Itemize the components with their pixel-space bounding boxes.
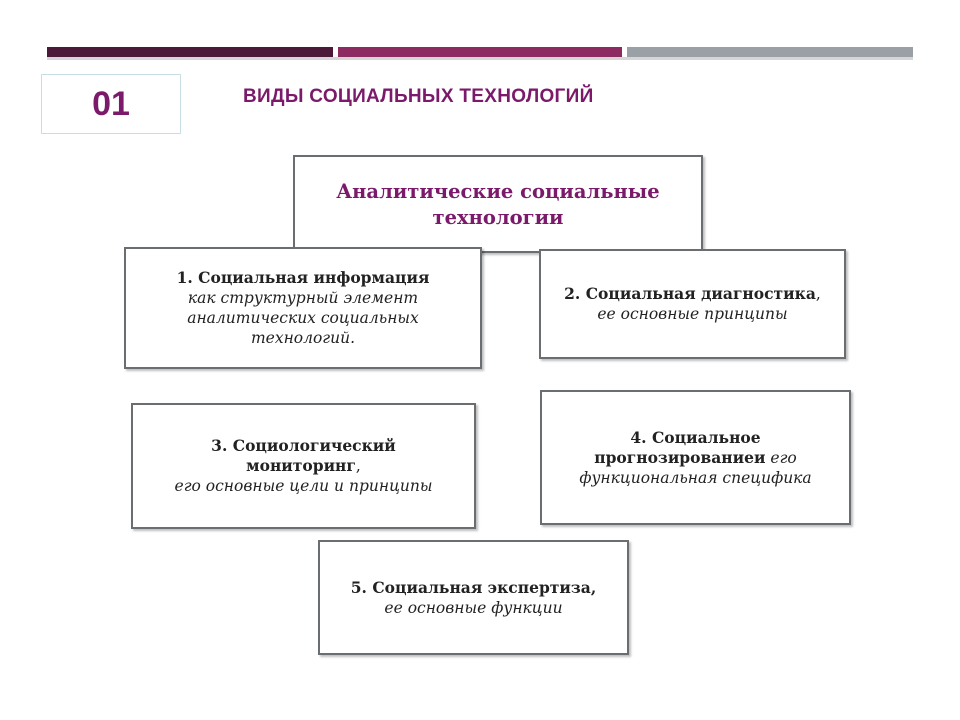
node-3-sep: , [355,457,361,475]
decor-bar-gray [627,47,913,57]
decor-bar-magenta [338,47,622,57]
decor-bar-shadow [47,57,913,60]
node-social-forecasting [540,390,851,525]
node-5-desc: ее основные функции [384,598,563,617]
slide-title: ВИДЫ СОЦИАЛЬНЫХ ТЕХНОЛОГИЙ [243,86,594,107]
root-node-line2: технологии [432,206,564,229]
node-social-information [124,247,482,369]
node-sociological-monitoring [131,403,476,529]
node-4-desc-2: функциональная специфика [579,468,812,487]
node-4-desc-1: его [765,448,797,467]
slide-number: 01 [92,84,130,123]
node-2-title: 2. Социальная диагностика [564,284,816,303]
node-3-title-2: мониторинг [246,456,356,475]
node-5-title: 5. Социальная экспертиза, [350,577,597,597]
root-node [293,155,703,253]
node-1-desc-3: технологий. [250,329,356,347]
node-1-title: 1. Социальная информация [176,268,430,287]
node-1-desc-1: как структурный элемент [187,289,419,307]
root-node-line1: Аналитические социальные [336,180,660,203]
node-4-title-2: прогнозированиеи [594,447,766,467]
node-3-desc: его основные цели и принципы [174,477,433,495]
node-2-desc: ее основные принципы [597,305,788,323]
slide-number-box [41,74,181,134]
node-4-title-1: 4. Социальное [630,427,761,447]
node-2-sep: , [815,285,821,303]
node-social-diagnostics [539,249,846,359]
node-3-title-1: 3. Социологический [211,436,396,455]
node-social-expertise [318,540,629,655]
node-1-desc-2: аналитических социальных [187,309,419,327]
decor-bar-dark [47,47,333,57]
